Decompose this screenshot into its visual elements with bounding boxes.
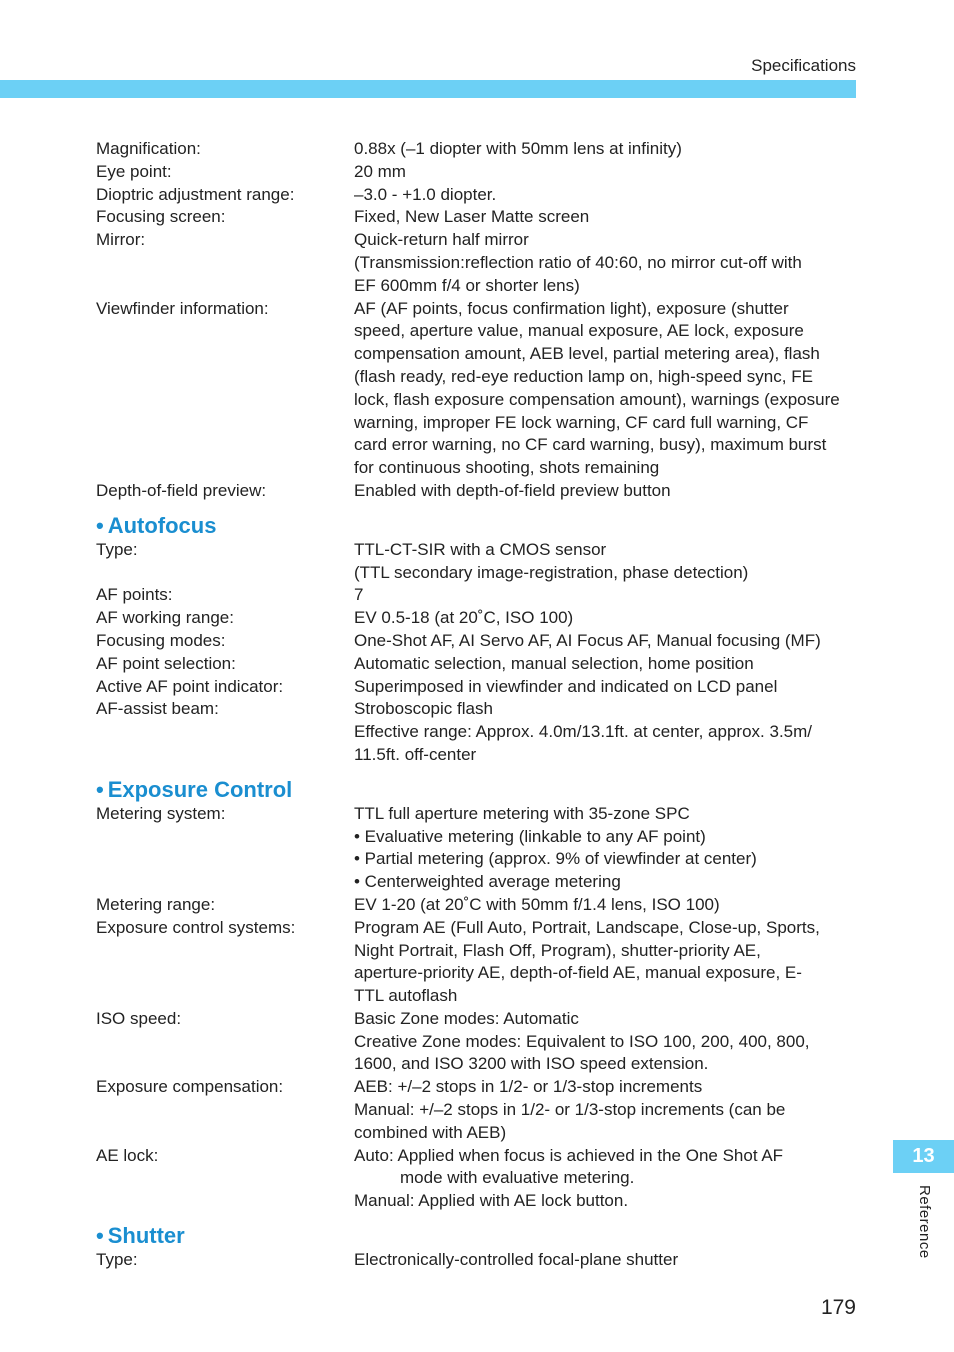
spec-value bbox=[354, 1008, 866, 1076]
spec-value-line: One-Shot AF, AI Servo AF, AI Focus AF, Manual focusing (MF) bbox=[354, 630, 821, 650]
spec-value-line: Night Portrait, Flash Off, Program), shutter-priority AE, bbox=[354, 940, 761, 960]
spec-label: Viewfinder information: bbox=[96, 298, 269, 318]
spec-label: AF points: bbox=[96, 585, 173, 605]
spec-value-line: TTL autoflash bbox=[354, 986, 458, 1006]
spec-value-line: • Partial metering (approx. 9% of viewfinder at center) bbox=[354, 849, 757, 869]
spec-value bbox=[354, 161, 866, 184]
spec-value-line: Fixed, New Laser Matte screen bbox=[354, 207, 590, 227]
spec-value-line: Creative Zone modes: Equivalent to ISO 100, 200, 400, 800, bbox=[354, 1031, 810, 1051]
spec-value-line: TTL-CT-SIR with a CMOS sensor bbox=[354, 539, 607, 559]
spec-label: ISO speed: bbox=[96, 1008, 182, 1028]
spec-row bbox=[96, 584, 866, 607]
spec-value-line: 1600, and ISO 3200 with ISO speed extension. bbox=[354, 1054, 709, 1074]
spec-label: Type: bbox=[96, 539, 138, 559]
spec-value-line: (flash ready, red-eye reduction lamp on, high-speed sync, FE bbox=[354, 366, 813, 386]
spec-value-line: aperture-priority AE, depth-of-field AE, manual exposure, E- bbox=[354, 963, 802, 983]
spec-row bbox=[96, 480, 866, 503]
spec-row bbox=[96, 630, 866, 653]
spec-value-line: Stroboscopic flash bbox=[354, 699, 493, 719]
spec-row bbox=[96, 653, 866, 676]
spec-value-line: EV 1-20 (at 20˚C with 50mm f/1.4 lens, ISO 100) bbox=[354, 894, 720, 914]
spec-row bbox=[96, 894, 866, 917]
spec-value-line: lock, flash exposure compensation amount), warnings (exposure bbox=[354, 389, 840, 409]
spec-label: Focusing modes: bbox=[96, 630, 226, 650]
spec-value-line: TTL full aperture metering with 35-zone SPC bbox=[354, 803, 690, 823]
spec-label: Mirror: bbox=[96, 230, 146, 250]
side-section-label: Reference bbox=[916, 1185, 933, 1259]
spec-value bbox=[354, 698, 866, 766]
spec-label: Depth-of-field preview: bbox=[96, 480, 267, 500]
spec-value-line: Basic Zone modes: Automatic bbox=[354, 1008, 579, 1028]
shutter-spec-list bbox=[96, 1249, 866, 1272]
spec-row bbox=[96, 676, 866, 699]
spec-label: Active AF point indicator: bbox=[96, 676, 284, 696]
spec-value bbox=[354, 229, 866, 297]
spec-value bbox=[354, 894, 866, 917]
section-title: Exposure Control bbox=[107, 776, 293, 802]
page-header-title: Specifications bbox=[751, 56, 856, 75]
spec-label: Focusing screen: bbox=[96, 207, 226, 227]
spec-value-line: (Transmission:reflection ratio of 40:60, no mirror cut-off with bbox=[354, 252, 802, 272]
spec-label: Magnification: bbox=[96, 139, 201, 158]
spec-value-line: warning, improper FE lock warning, CF card full warning, CF bbox=[354, 412, 809, 432]
spec-label: Eye point: bbox=[96, 161, 172, 181]
spec-value-line: Effective range: Approx. 4.0m/13.1ft. at center, approx. 3.5m/ bbox=[354, 722, 813, 742]
spec-value-line: (TTL secondary image-registration, phase detection) bbox=[354, 562, 749, 582]
spec-row bbox=[96, 539, 866, 585]
spec-row bbox=[96, 206, 866, 229]
spec-row bbox=[96, 229, 866, 297]
spec-value-line: 11.5ft. off-center bbox=[354, 744, 477, 764]
spec-value bbox=[354, 1145, 866, 1213]
spec-value bbox=[354, 206, 866, 229]
spec-value-line: mode with evaluative metering. bbox=[400, 1168, 635, 1188]
spec-value bbox=[354, 138, 866, 161]
spec-value bbox=[354, 917, 866, 1008]
bullet-icon: • bbox=[96, 1223, 104, 1249]
spec-row bbox=[96, 607, 866, 630]
spec-value bbox=[354, 539, 866, 585]
spec-label: Type: bbox=[96, 1250, 138, 1270]
spec-value-line: • Evaluative metering (linkable to any AF point) bbox=[354, 826, 706, 846]
specifications-content bbox=[96, 138, 866, 1272]
spec-label: AF working range: bbox=[96, 608, 234, 628]
spec-value bbox=[354, 480, 866, 503]
spec-value-line: for continuous shooting, shots remaining bbox=[354, 458, 660, 478]
spec-value-line: AEB: +/–2 stops in 1/2- or 1/3-stop increments bbox=[354, 1077, 703, 1097]
chapter-tab: 13 bbox=[893, 1140, 954, 1173]
spec-value-line: Auto: Applied when focus is achieved in the One Shot AF bbox=[354, 1145, 784, 1165]
spec-value-line: 7 bbox=[354, 585, 364, 605]
spec-label: AF-assist beam: bbox=[96, 699, 219, 719]
spec-value-line: EV 0.5-18 (at 20˚C, ISO 100) bbox=[354, 608, 574, 628]
bullet-icon: • bbox=[96, 512, 104, 538]
spec-value-line: combined with AEB) bbox=[354, 1122, 507, 1142]
spec-row bbox=[96, 1076, 866, 1144]
spec-row bbox=[96, 1145, 866, 1213]
spec-row bbox=[96, 1008, 866, 1076]
section-title: Shutter bbox=[107, 1223, 185, 1249]
spec-value bbox=[354, 584, 866, 607]
spec-value-line: Quick-return half mirror bbox=[354, 230, 529, 250]
spec-value-line: Enabled with depth-of-field preview button bbox=[354, 480, 671, 500]
section-heading-exposure-control bbox=[96, 777, 866, 803]
spec-label: AE lock: bbox=[96, 1145, 159, 1165]
spec-value-line: card error warning, no CF card warning, busy), maximum burst bbox=[354, 435, 827, 455]
section-heading-autofocus bbox=[96, 513, 866, 539]
spec-value bbox=[354, 298, 866, 480]
section-title: Autofocus bbox=[107, 512, 217, 538]
spec-value-line: Manual: +/–2 stops in 1/2- or 1/3-stop increments (can be bbox=[354, 1100, 786, 1120]
spec-value bbox=[354, 653, 866, 676]
spec-label: Exposure compensation: bbox=[96, 1077, 284, 1097]
spec-row bbox=[96, 803, 866, 894]
spec-value-line: Superimposed in viewfinder and indicated on LCD panel bbox=[354, 676, 778, 696]
bullet-icon: • bbox=[96, 776, 104, 802]
spec-value bbox=[354, 607, 866, 630]
spec-value bbox=[354, 630, 866, 653]
spec-row bbox=[96, 1249, 866, 1272]
spec-value-line: Automatic selection, manual selection, home position bbox=[354, 653, 754, 673]
spec-label: Dioptric adjustment range: bbox=[96, 184, 295, 204]
spec-value bbox=[354, 803, 866, 894]
exposure-control-spec-list bbox=[96, 803, 866, 1213]
header-color-band bbox=[0, 80, 856, 98]
spec-value bbox=[354, 1249, 866, 1272]
spec-row bbox=[96, 698, 866, 766]
spec-value-line: AF (AF points, focus confirmation light), exposure (shutter bbox=[354, 298, 789, 318]
spec-value-line: Program AE (Full Auto, Portrait, Landscape, Close-up, Sports, bbox=[354, 917, 820, 937]
spec-value bbox=[354, 676, 866, 699]
spec-value-line: • Centerweighted average metering bbox=[354, 872, 621, 892]
spec-value-line: 0.88x (–1 diopter with 50mm lens at infinity) bbox=[354, 139, 682, 158]
spec-value-line: compensation amount, AEB level, partial metering area), flash bbox=[354, 344, 820, 364]
spec-row bbox=[96, 184, 866, 207]
spec-value bbox=[354, 184, 866, 207]
spec-label: Metering range: bbox=[96, 894, 216, 914]
spec-row bbox=[96, 917, 866, 1008]
spec-row bbox=[96, 161, 866, 184]
spec-value-line: Electronically-controlled focal-plane shutter bbox=[354, 1250, 679, 1270]
spec-row bbox=[96, 138, 866, 161]
spec-label: Exposure control systems: bbox=[96, 917, 296, 937]
spec-label: Metering system: bbox=[96, 803, 226, 823]
spec-value-line: –3.0 - +1.0 diopter. bbox=[354, 184, 497, 204]
viewfinder-spec-list bbox=[96, 138, 866, 503]
autofocus-spec-list bbox=[96, 539, 866, 767]
page-number: 179 bbox=[820, 1296, 856, 1319]
section-heading-shutter bbox=[96, 1223, 866, 1249]
spec-row bbox=[96, 298, 866, 480]
spec-label: AF point selection: bbox=[96, 653, 236, 673]
spec-value-line: EF 600mm f/4 or shorter lens) bbox=[354, 275, 580, 295]
spec-value-line: speed, aperture value, manual exposure, AE lock, exposure bbox=[354, 321, 804, 341]
spec-value-line: Manual: Applied with AE lock button. bbox=[354, 1191, 629, 1211]
spec-value bbox=[354, 1076, 866, 1144]
spec-value-line: 20 mm bbox=[354, 161, 406, 181]
